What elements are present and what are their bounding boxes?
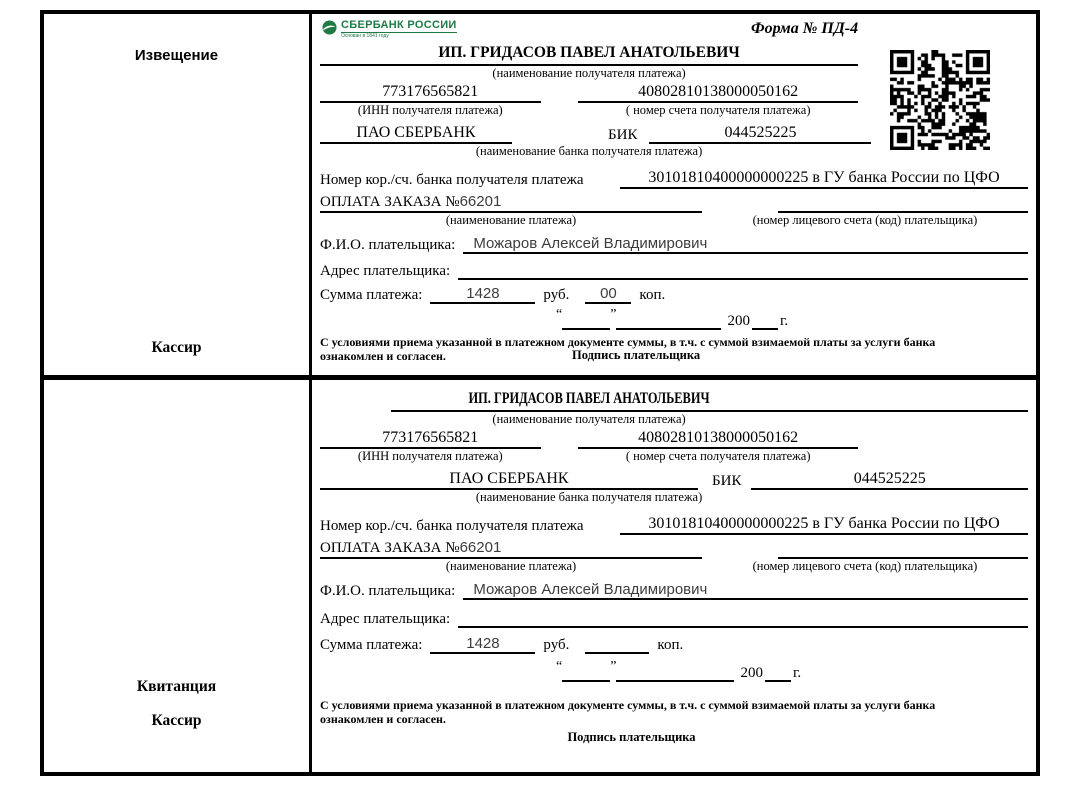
payer-fio-value: Можаров Алексей Владимирович xyxy=(463,581,1028,600)
inn-value: 773176565821 xyxy=(320,83,541,103)
spacer xyxy=(541,449,579,464)
receipt-stub xyxy=(44,380,312,772)
receipt-cashier-label: Кассир xyxy=(151,712,202,729)
day-field xyxy=(562,320,610,330)
inn-account-row xyxy=(320,427,858,449)
year-field xyxy=(765,672,791,682)
year-prefix: 200 xyxy=(727,313,750,329)
notice-stub xyxy=(44,14,312,375)
corr-account-label: Номер кор./сч. банка получателя платежа xyxy=(320,518,584,534)
form-code-label: Форма № ПД-4 xyxy=(750,20,859,37)
payer-code-field xyxy=(778,545,1028,559)
payer-address-label: Адрес плательщика: xyxy=(320,263,451,279)
agreement-text: С условиями приема указанной в платежном документе суммы, в т.ч. с суммой взимаемой платы за услуги банка ознакомлен и согласен. xyxy=(320,698,936,726)
caption-recipient-name: (наименование получателя платежа) xyxy=(492,412,686,426)
receipt-stub-title: Квитанция xyxy=(136,678,217,695)
payer-fio-label: Ф.И.О. плательщика: xyxy=(320,237,456,253)
inn-account-captions xyxy=(320,103,858,118)
close-quote: ” xyxy=(610,659,617,674)
order-number-value: 66201 xyxy=(459,539,502,556)
corr-account-label: Номер кор./сч. банка получателя платежа xyxy=(320,172,584,188)
payer-code-field xyxy=(778,199,1028,213)
payer-fio-row xyxy=(320,576,1028,600)
bank-bik-row xyxy=(320,466,1028,490)
amount-kop-value xyxy=(585,652,649,654)
payer-fio-label: Ф.И.О. плательщика: xyxy=(320,583,456,599)
bik-value: 044525225 xyxy=(751,470,1028,490)
caption-payment-name: (наименование платежа) xyxy=(445,213,577,227)
day-field xyxy=(562,672,610,682)
caption-bank-name: (наименование банка получателя платежа) xyxy=(475,490,703,504)
amount-rub-value: 1428 xyxy=(430,635,535,654)
amount-kop-value: 00 xyxy=(585,285,631,304)
notice-cashier-label: Кассир xyxy=(151,339,202,356)
recipient-title: ИП. ГРИДАСОВ ПАВЕЛ АНАТОЛЬЕВИЧ xyxy=(468,390,710,407)
bank-name-value: ПАО СБЕРБАНК xyxy=(320,124,512,144)
caption-payer-code: (номер лицевого счета (код) плательщика) xyxy=(752,213,978,227)
inn-account-row xyxy=(320,81,858,103)
date-row xyxy=(556,658,1028,682)
inn-value: 773176565821 xyxy=(320,429,541,449)
amount-label: Сумма платежа: xyxy=(320,287,423,303)
account-value: 40802810138000050162 xyxy=(578,429,858,449)
corr-account-value: 30101810400000000225 в ГУ банка России по ЦФО xyxy=(620,169,1028,189)
caption-payment-name: (наименование платежа) xyxy=(445,559,577,573)
signature-label: Подпись плательщика xyxy=(572,348,701,362)
agreement-block xyxy=(320,335,1028,363)
close-quote: ” xyxy=(610,307,617,322)
payment-purpose-prefix: ОПЛАТА ЗАКАЗА № xyxy=(320,194,460,210)
sberbank-logo-name: СБЕРБАНК РОССИИ xyxy=(341,19,457,31)
sberbank-logo-tagline: Основан в 1841 году xyxy=(341,33,389,39)
payment-captions xyxy=(320,559,1028,574)
kop-label: коп. xyxy=(639,287,666,303)
amount-rub-value: 1428 xyxy=(430,285,535,304)
month-field xyxy=(616,672,734,682)
open-quote: “ xyxy=(556,659,563,674)
bank-name-value: ПАО СБЕРБАНК xyxy=(320,470,698,490)
notice-stub-title: Извещение xyxy=(134,47,219,64)
payer-address-row xyxy=(320,604,1028,628)
bik-label: БИК xyxy=(712,473,742,489)
payment-purpose-value xyxy=(320,193,702,213)
notice-section xyxy=(44,14,1036,380)
notice-form-panel xyxy=(312,14,1036,375)
month-field xyxy=(616,320,721,330)
spacer xyxy=(541,103,579,118)
payment-purpose-row xyxy=(320,537,1028,559)
payer-address-value xyxy=(458,626,1028,628)
payment-captions xyxy=(320,213,1028,228)
corr-account-row xyxy=(320,165,1028,189)
notice-header-row xyxy=(320,18,1028,44)
caption-inn: (ИНН получателя платежа) xyxy=(357,103,503,117)
payer-fio-row xyxy=(320,230,1028,254)
caption-recipient-name: (наименование получателя платежа) xyxy=(492,66,686,80)
date-row xyxy=(556,306,1028,330)
payer-address-row xyxy=(320,256,1028,280)
caption-inn: (ИНН получателя платежа) xyxy=(357,449,503,463)
caption-account: ( номер счета получателя платежа) xyxy=(625,449,811,463)
account-value: 40802810138000050162 xyxy=(578,83,858,103)
corr-account-row xyxy=(320,511,1028,535)
year-suffix: г. xyxy=(779,313,789,329)
signature-label: Подпись плательщика xyxy=(567,730,696,744)
order-number-value: 66201 xyxy=(459,193,502,210)
rub-label: руб. xyxy=(543,287,570,303)
bik-value: 044525225 xyxy=(649,124,871,144)
payment-purpose-prefix: ОПЛАТА ЗАКАЗА № xyxy=(320,540,460,556)
receipt-section xyxy=(44,380,1036,772)
year-prefix: 200 xyxy=(740,665,763,681)
payer-address-label: Адрес плательщика: xyxy=(320,611,451,627)
amount-row xyxy=(320,282,1028,304)
payer-fio-value: Можаров Алексей Владимирович xyxy=(463,235,1028,254)
qr-code xyxy=(890,50,990,150)
receipt-form-panel xyxy=(312,380,1036,772)
caption-payer-code: (номер лицевого счета (код) плательщика) xyxy=(752,559,978,573)
agreement-block xyxy=(320,698,1028,726)
recipient-title: ИП. ГРИДАСОВ ПАВЕЛ АНАТОЛЬЕВИЧ xyxy=(320,44,858,66)
inn-account-captions xyxy=(320,449,858,464)
payment-purpose-row xyxy=(320,191,1028,213)
bik-label: БИК xyxy=(608,127,638,143)
amount-row xyxy=(320,630,1028,654)
kop-label: коп. xyxy=(657,637,684,653)
rub-label: руб. xyxy=(543,637,570,653)
open-quote: “ xyxy=(556,307,563,322)
payment-purpose-value xyxy=(320,539,702,559)
agreement-text: С условиями приема указанной в платежном документе суммы, в т.ч. с суммой взимаемой платы за услуги банка ознакомлен и согласен. xyxy=(320,335,936,363)
receipt-title-row xyxy=(320,390,1028,412)
caption-account: ( номер счета получателя платежа) xyxy=(625,103,811,117)
corr-account-value: 30101810400000000225 в ГУ банка России по ЦФО xyxy=(620,515,1028,535)
title-underline xyxy=(391,410,1028,412)
year-suffix: г. xyxy=(792,665,802,681)
form-frame xyxy=(40,10,1040,776)
amount-label: Сумма платежа: xyxy=(320,637,423,653)
year-field xyxy=(752,320,778,330)
caption-bank-name: (наименование банка получателя платежа) xyxy=(475,144,703,158)
payer-address-value xyxy=(458,278,1028,280)
